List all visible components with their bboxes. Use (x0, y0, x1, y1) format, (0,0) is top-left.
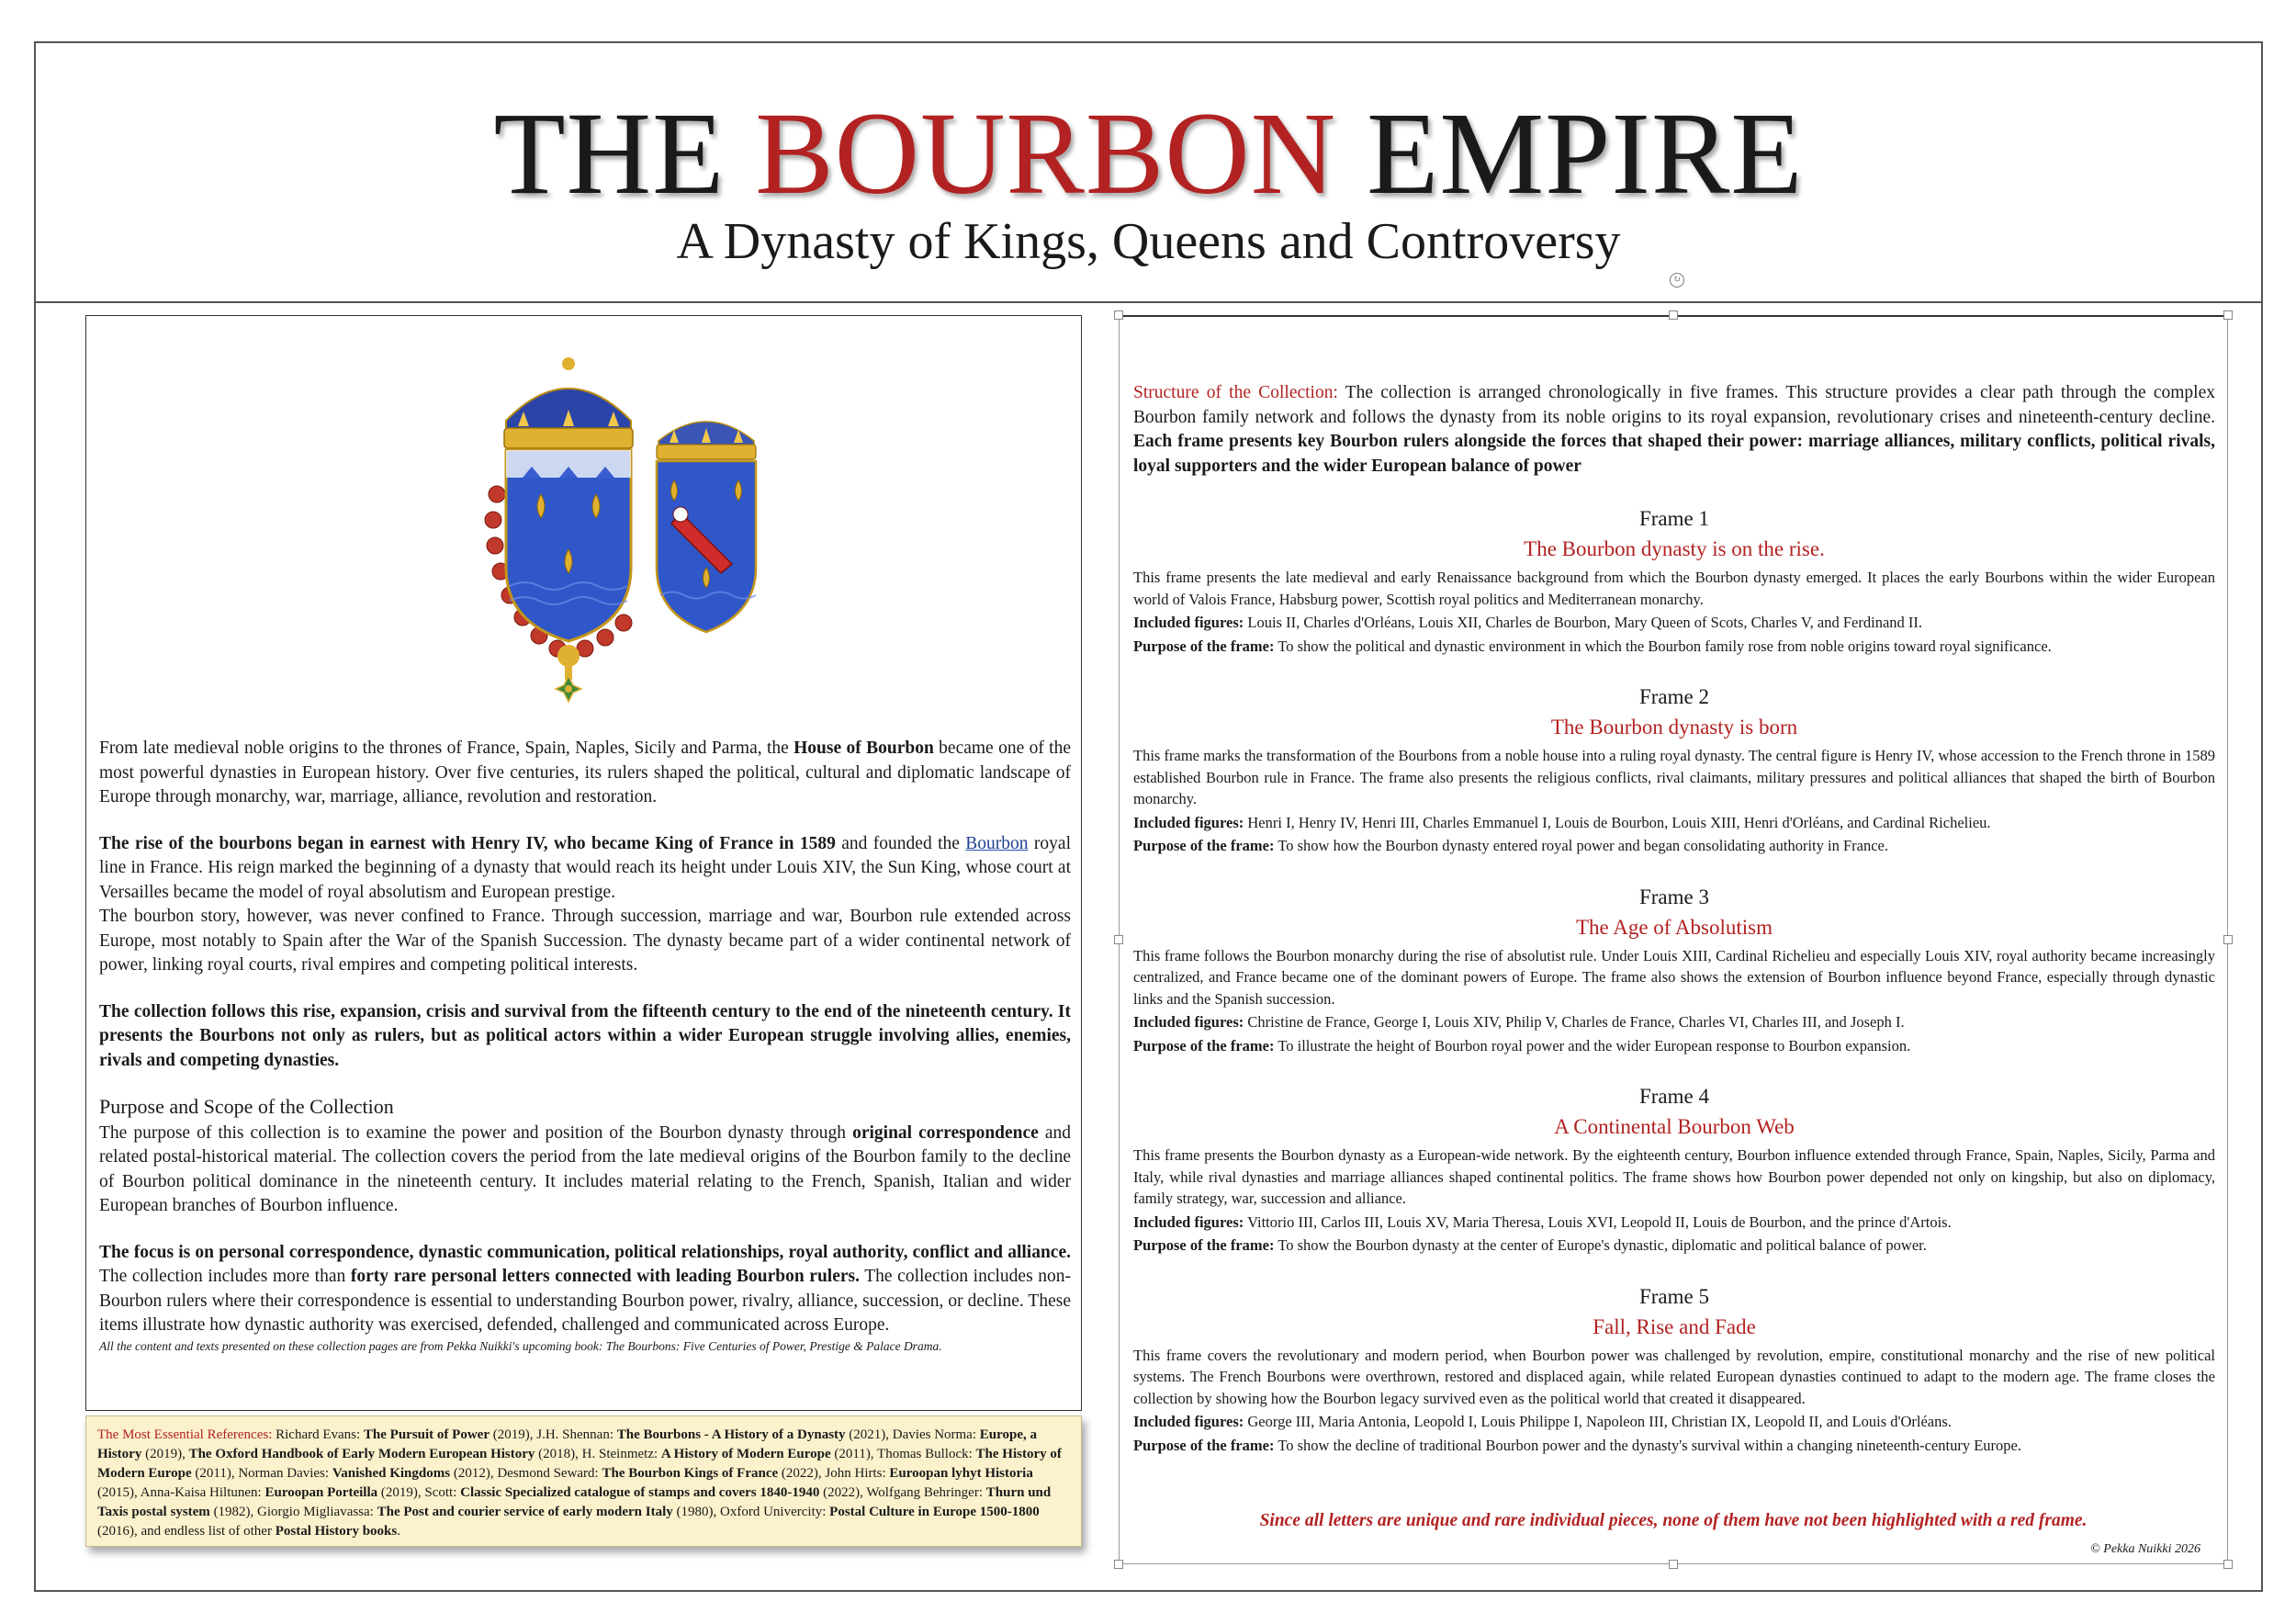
reference-title: The Post and courier service of early modern Italy (377, 1505, 673, 1519)
included-figures: Included figures: Henri I, Henry IV, Henri III, Charles Emmanuel I, Louis de Bourbon, Louis XIII, Henri d'Orléans, and Cardinal Richelieu. (1133, 813, 1991, 831)
frame-section (1133, 1282, 2215, 1457)
frame-description: This frame presents the Bourbon dynasty as a European-wide network. By the eighteenth century, Bourbon influence extended through France, Spain, Naples, Sicily, Parma and Italy, while rival dynasties and marriage alliances shaped continental politics. The frame shows how Bourbon power depended not only on kingship, but also on diplomacy, family strategy, war, succession and alliance. (1133, 1146, 2215, 1207)
frame-title: Frame 3 (1638, 885, 1709, 908)
reference-title: Euroopan lyhyt Historia (889, 1466, 1033, 1481)
included-figures: Included figures: George III, Maria Antonia, Leopold I, Louis Philippe I, Napoleon III, Christian IX, Leopold II, and Louis d'Orléans. (1133, 1413, 1952, 1430)
rise-paragraph: The rise of the bourbons began in earnest with Henry IV, who became King of France in 1589 and founded the Bourbon royal line in France. His reign marked the beginning of a dynasty that would reach its height under Louis XIV, the Sun King, whose court at Versailles became the model of royal absolutism and European prestige. (99, 833, 1071, 902)
frame-section (1133, 504, 2215, 657)
structure-paragraph: Structure of the Collection: The collection is arranged chronologically in five frames. This structure provides a clear path through the complex Bourbon family network and follows the dynasty from its noble origins to its royal expansion, revolutionary crises and nineteenth-century decline. Each frame presents key Bourbon rulers alongside the forces that shaped their power: marriage alliances, military conflicts, political rivals, loyal supporters and the wider European balance of power (1133, 383, 2216, 476)
purpose-heading: Purpose and Scope of the Collection (99, 1095, 394, 1118)
page-subtitle: A Dynasty of Kings, Queens and Controversy (676, 213, 1621, 270)
frame-description: This frame presents the late medieval and early Renaissance background from which the Bourbon dynasty emerged. It places the early Bourbons within the wider European world of Valois France, Habsburg power, Scottish royal politics and Mediterranean monarchy. (1133, 569, 2215, 608)
included-figures: Included figures: Louis II, Charles d'Orléans, Louis XII, Charles de Bourbon, Mary Queen of Scots, Charles V, and Ferdinand II. (1133, 614, 1923, 631)
frame-subtitle: The Bourbon dynasty is born (1550, 716, 1798, 739)
included-figures: Included figures: Christine de France, George I, Louis XIV, Philip V, Charles de France, Charles VI, Charles III, and Joseph I. (1133, 1013, 1905, 1031)
bourbon-coat-of-arms (477, 356, 807, 705)
frame-subtitle: Fall, Rise and Fade (1593, 1314, 1756, 1338)
story-paragraph: The bourbon story, however, was never confined to France. Through succession, marriage and war, Bourbon rule extended across Europe, most notably to Spain after the War of the Spanish Succession. The dynasty became part of a wider continental network of power, linking royal courts, rival empires and competing political interests. (99, 907, 1071, 975)
reference-title: The Bourbons - A History of a Dynasty (616, 1427, 846, 1442)
closing-note: Since all letters are unique and rare individual pieces, none of them have not been highlighted with a red frame. (1259, 1511, 2088, 1530)
frame-section (1133, 1082, 2215, 1257)
reference-title: Thurn und Taxis postal system (97, 1485, 1052, 1519)
bourbon-link[interactable]: Bourbon (965, 833, 1029, 853)
frames-list (1133, 504, 2215, 1456)
frames-content (1133, 381, 2215, 1456)
source-footnote: All the content and texts presented on these collection pages are from Pekka Nuikki's upcoming book: The Bourbons: Five Centuries of Power, Prestige & Palace Drama. (99, 1338, 942, 1353)
references-note (85, 1415, 1082, 1547)
reference-title: Postal Culture in Europe 1500-1800 (829, 1505, 1040, 1519)
frame-description: This frame follows the Bourbon monarchy during the rise of absolutist rule. Under Louis XIII, Cardinal Richelieu and especially Louis XIV, royal authority became increasingly centralized, and France became one of the dominant powers of Europe. The frame also shows the extension of Bourbon influence beyond France, especially through dynastic links and the Spanish succession. (1133, 946, 2215, 1008)
header-banner (34, 41, 2263, 303)
rotate-handle-icon[interactable]: ↻ (1670, 273, 1684, 288)
resize-handle-top[interactable] (1669, 310, 1678, 320)
reference-title: The Bourbon Kings of France (602, 1466, 779, 1481)
reference-title: The Pursuit of Power (363, 1427, 490, 1442)
collection-paragraph: The collection follows this rise, expansion, crisis and survival from the fifteenth century to the end of the nineteenth century. It presents the Bourbons not only as rulers, but as political actors within a wider European struggle involving allies, enemies, rivals and competing dynasties. (99, 1001, 1071, 1070)
reference-title: The Oxford Handbook of Early Modern European History (188, 1447, 535, 1461)
references-list: Richard Evans: The Pursuit of Power (2019), J.H. Shennan: The Bourbons - A History of a Dynasty (2021), Davies Norma: Europe, a History (2019), The Oxford Handbook of Early Modern European History (2018), H. Steinmetz: A History of Modern Europe (2011), Thomas Bullock: The History of Modern Europe (2011), Norman Davies: Vanished Kingdoms (2012), Desmond Seward: The Bourbon Kings of France (2022), John Hirts: Euroopan lyhyt Historia (2015), Anna-Kaisa Hiltunen: Euroopan Porteilla (2019), Scott: Classic Specialized catalogue of stamps and covers 1840-1940 (2022), Wolfgang Behringer: Thurn und Taxis postal system (1982), Giorgio Migliavassa: The Post and courier service of early modern Italy (1980), Oxford Univercity: Postal Culture in Europe 1500-1800 (2016), and endless list of other Postal History books. (97, 1427, 1062, 1539)
purpose-paragraph: The purpose of this collection is to examine the power and position of the Bourbon dynasty through original correspondence and related postal-historical material. The collection covers the period from the late medieval origins of the Bourbon family to the decline of Bourbon political dominance in the nineteenth century. It includes material relating to the French, Spanish, Italian and wider European branches of Bourbon influence. (99, 1122, 1072, 1215)
page-title: THE BOURBON EMPIRE (493, 88, 1804, 219)
frame-title: Frame 1 (1638, 507, 1709, 530)
frame-subtitle: The Age of Absolutism (1575, 915, 1773, 939)
frame-purpose: Purpose of the frame: To show the decline of traditional Bourbon power and the dynasty's survival within a changing nineteenth-century Europe. (1133, 1436, 2021, 1454)
reference-title: Euroopan Porteilla (264, 1485, 378, 1500)
reference-title: Classic Specialized catalogue of stamps and covers 1840-1940 (460, 1485, 820, 1500)
frame-purpose: Purpose of the frame: To show the political and dynastic environment in which the Bourbon family rose from noble origins toward royal significance. (1133, 637, 2052, 655)
reference-title: Postal History books (275, 1524, 398, 1539)
frame-purpose: Purpose of the frame: To show how the Bourbon dynasty entered royal power and began consolidating authority in France. (1133, 837, 1888, 854)
intro-paragraph: From late medieval noble origins to the thrones of France, Spain, Naples, Sicily and Parma, the House of Bourbon became one of the most powerful dynasties in European history. Over five centuries, its rulers shaped the political, cultural and diplomatic landscape of Europe through monarchy, war, marriage, alliance, revolution and restoration. (99, 739, 1072, 806)
frame-title: Frame 4 (1638, 1085, 1709, 1108)
frame-purpose: Purpose of the frame: To show the Bourbon dynasty at the center of Europe's dynastic, diplomatic and political balance of power. (1133, 1236, 1927, 1254)
focus-paragraph: The focus is on personal correspondence, dynastic communication, political relationships, royal authority, conflict and alliance. The collection includes more than forty rare personal letters connected with leading Bourbon rulers. The collection includes non-Bourbon rulers where their correspondence is essential to understanding Bourbon power, rivalry, alliance, succession, or decline. These items illustrate how dynastic authority was exercised, defended, challenged and communicated across Europe. (99, 1242, 1072, 1335)
frame-subtitle: The Bourbon dynasty is on the rise. (1524, 537, 1825, 560)
intro-text (99, 737, 1071, 1355)
copyright: © Pekka Nuikki 2026 (2090, 1542, 2200, 1556)
resize-handle-bottom-left[interactable] (1114, 1560, 1123, 1569)
resize-handle-right[interactable] (2223, 935, 2233, 944)
frame-section (1133, 682, 2215, 857)
reference-title: Vanished Kingdoms (332, 1466, 451, 1481)
resize-handle-top-right[interactable] (2223, 310, 2233, 320)
reference-title: A History of Modern Europe (660, 1447, 831, 1461)
frame-title: Frame 2 (1638, 685, 1709, 708)
included-figures: Included figures: Vittorio III, Carlos III, Louis XV, Maria Theresa, Louis XVI, Leopold II, Louis de Bourbon, and the prince d'Artois. (1133, 1212, 1952, 1231)
intro-panel (85, 315, 1082, 1411)
reference-title: Europe, a History (97, 1427, 1037, 1461)
frame-description: This frame marks the transformation of the Bourbons from a noble house into a ruling royal dynasty. The central figure is Henry IV, whose accession to the French throne in 1589 established Bourbon rule in France. The frame also presents the religious conflicts, rival claimants, military pressures and political alliances that shaped the birth of Bourbon monarchy. (1133, 747, 2215, 807)
frame-subtitle: A Continental Bourbon Web (1554, 1115, 1795, 1138)
frame-title: Frame 5 (1638, 1284, 1709, 1308)
frame-section (1133, 883, 2215, 1057)
resize-handle-bottom-right[interactable] (2223, 1560, 2233, 1569)
frames-panel[interactable] (1119, 315, 2228, 1564)
frame-purpose: Purpose of the frame: To illustrate the height of Bourbon royal power and the wider European response to Bourbon expansion. (1133, 1036, 1911, 1054)
resize-handle-left[interactable] (1114, 935, 1123, 944)
resize-handle-bottom[interactable] (1669, 1560, 1678, 1569)
references-label: The Most Essential References: (97, 1427, 273, 1442)
frame-description: This frame covers the revolutionary and modern period, when Bourbon power was challenged by revolution, empire, constitutional monarchy and the rise of new political systems. The French Bourbons were overthrown, restored and displaced again, while related European dynasties continued to adapt to the modern age. The frame closes the collection by showing how the Bourbon legacy survived even as the political world that created it disappeared. (1133, 1346, 2215, 1407)
reference-title: The History of Modern Europe (97, 1447, 1062, 1481)
resize-handle-top-left[interactable] (1114, 310, 1123, 320)
